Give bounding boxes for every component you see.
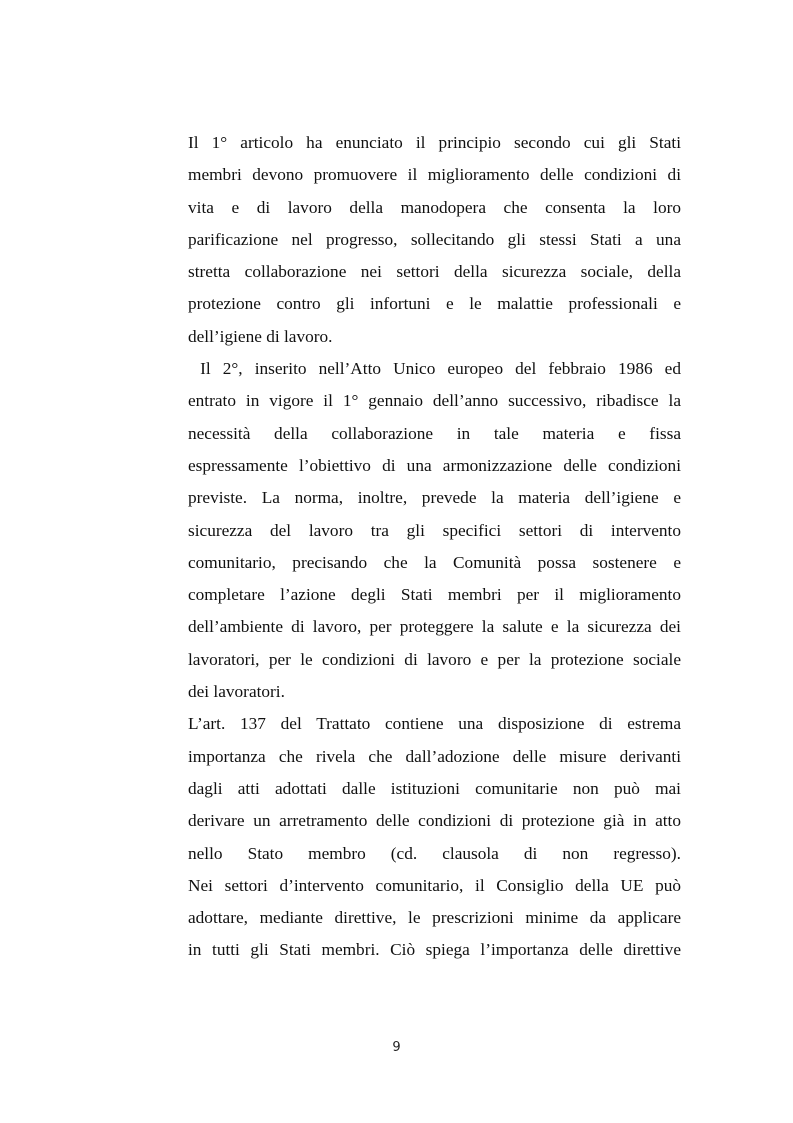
page-number: 9 [392, 1040, 401, 1055]
text-line: necessità della collaborazione in tale materia e fissa [188, 423, 681, 443]
text-line: completare l’azione degli Stati membri per il miglioramento [188, 585, 681, 605]
text-line: dell’igiene di lavoro. [188, 326, 333, 346]
text-line: membri devono promuovere il miglioramento delle condizioni di [188, 165, 681, 185]
text-line: Il 2°, inserito nell’Atto Unico europeo del febbraio 1986 ed [188, 359, 681, 379]
text-line: sicurezza del lavoro tra gli specifici settori di intervento [188, 520, 681, 540]
text-line: nello Stato membro (cd. clausola di non regresso). [188, 843, 681, 863]
paragraph-1 [188, 127, 681, 353]
text-line: vita e di lavoro della manodopera che consenta la loro [188, 197, 681, 217]
text-line: previste. La norma, inoltre, prevede la materia dell’igiene e [188, 488, 681, 508]
text-line: stretta collaborazione nei settori della sicurezza sociale, della [188, 262, 681, 282]
text-line: Nei settori d’intervento comunitario, il Consiglio della UE può [188, 875, 681, 895]
text-line: derivare un arretramento delle condizioni di protezione già in atto [188, 811, 681, 831]
paragraph-3 [188, 708, 681, 966]
text-line: entrato in vigore il 1° gennaio dell’anno successivo, ribadisce la [188, 391, 681, 411]
text-line: adottare, mediante direttive, le prescrizioni minime da applicare [188, 908, 681, 928]
text-line: dei lavoratori. [188, 682, 285, 702]
paragraph-2 [188, 353, 681, 708]
text-line: protezione contro gli infortuni e le malattie professionali e [188, 294, 681, 314]
text-line: parificazione nel progresso, sollecitando gli stessi Stati a una [188, 229, 681, 249]
text-line: lavoratori, per le condizioni di lavoro e per la protezione sociale [188, 649, 681, 669]
text-line: L’art. 137 del Trattato contiene una disposizione di estrema [188, 714, 681, 734]
text-line: in tutti gli Stati membri. Ciò spiega l’importanza delle direttive [188, 940, 681, 960]
body-text [188, 127, 681, 967]
text-line: espressamente l’obiettivo di una armonizzazione delle condizioni [188, 455, 681, 475]
text-line: Il 1° articolo ha enunciato il principio secondo cui gli Stati [188, 133, 681, 152]
text-line: importanza che rivela che dall’adozione delle misure derivanti [188, 746, 681, 766]
text-line: comunitario, precisando che la Comunità possa sostenere e [188, 552, 681, 572]
text-line: dagli atti adottati dalle istituzioni comunitarie non può mai [188, 778, 681, 798]
text-line: dell’ambiente di lavoro, per proteggere la salute e la sicurezza dei [188, 617, 681, 637]
